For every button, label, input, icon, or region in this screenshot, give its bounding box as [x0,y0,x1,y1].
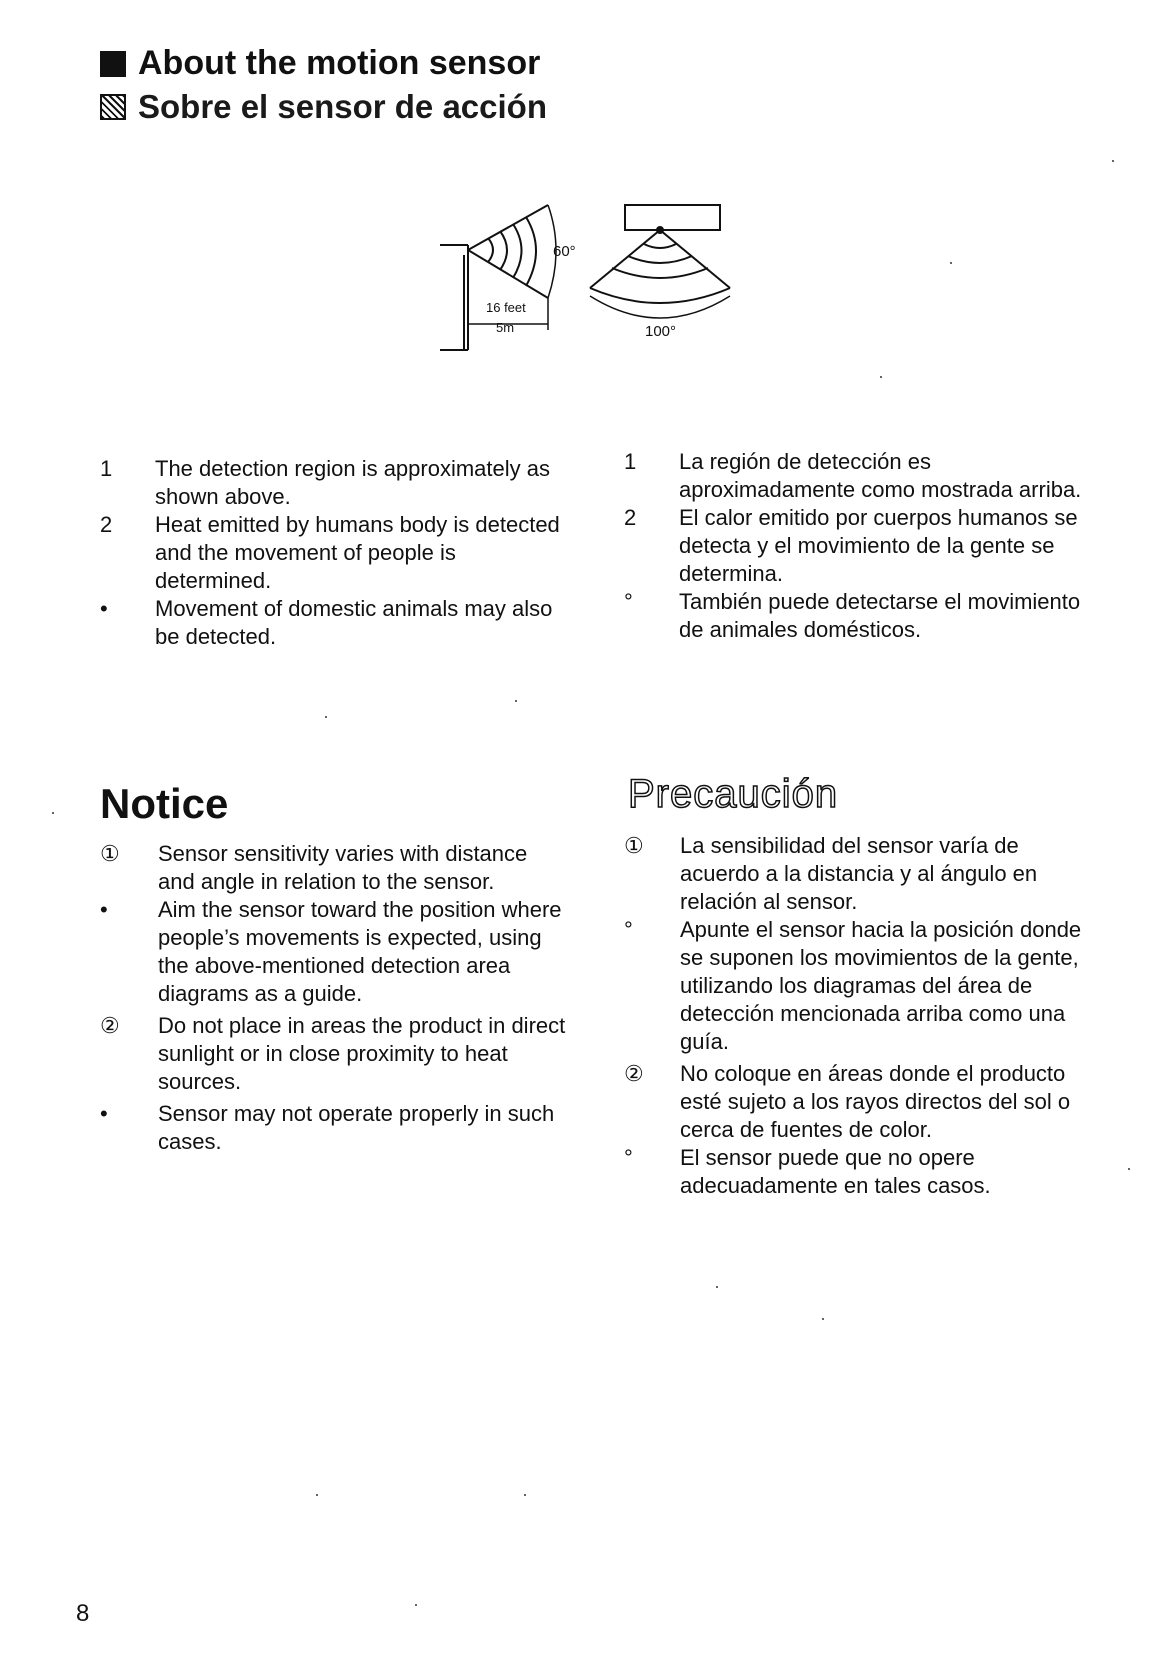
list-marker: 2 [624,505,637,530]
list-text: Heat emitted by humans body is detected and the movement of people is determined. [155,512,560,593]
list-marker: 1 [624,449,637,474]
speckle [1112,160,1114,162]
speckle [325,716,327,718]
notice-list [100,840,570,1156]
list-text: La sensibilidad del sensor varía de acuerdo a la distancia y al ángulo en relación al sensor. [680,833,1038,914]
speckle [1128,1168,1130,1170]
list-item [100,455,560,511]
speckle [316,1494,318,1496]
list-text: El sensor puede que no opere adecuadamente en tales casos. [680,1145,991,1198]
detection-area-diagram [440,200,750,370]
side-angle-label: 60° [553,243,576,260]
list-marker: 1 [100,456,113,481]
list-text: The detection region is approximately as shown above. [155,456,550,509]
list-item [100,1100,570,1156]
list-marker: ① [100,841,120,866]
speckle [716,1286,718,1288]
list-item [100,511,560,595]
list-item [624,588,1099,644]
list-item [624,448,1099,504]
speckle [950,262,952,264]
speckle [52,812,54,814]
list-text: Sensor sensitivity varies with distance and angle in relation to the sensor. [158,841,528,894]
detection-list-en [100,455,560,651]
list-text: El calor emitido por cuerpos humanos se detecta y el movimiento de la gente se determina. [679,505,1078,586]
list-item [624,832,1099,916]
list-item [624,916,1099,1056]
list-item [624,504,1099,588]
list-text: Do not place in areas the product in direct sunlight or in close proximity to heat sources. [158,1013,566,1094]
page-number: 8 [76,1600,90,1627]
list-item [100,595,560,651]
section-heading-es [100,88,547,126]
list-marker: ° [624,917,633,942]
list-marker: ① [624,833,644,858]
black-square-icon [100,51,126,77]
list-text: Sensor may not operate properly in such cases. [158,1101,555,1154]
heading-text-en: About the motion sensor [138,44,541,82]
speckle [524,1494,526,1496]
precaucion-list [624,832,1099,1200]
list-text: Aim the sensor toward the position where people’s movements is expected, using the above-mentioned detection area diagrams as a guide. [158,897,562,1006]
list-item [100,896,570,1008]
hatched-square-icon [100,94,126,120]
list-item [100,840,570,896]
list-text: También puede detectarse el movimiento de animales domésticos. [679,589,1081,642]
list-marker: ② [624,1061,644,1086]
distance-m-label: 5m [496,320,515,335]
list-text: Movement of domestic animals may also be detected. [155,596,553,649]
speckle [515,700,517,702]
speckle [415,1604,417,1606]
heading-text-es: Sobre el sensor de acción [138,88,547,125]
precaucion-title: Precaución [628,772,839,816]
distance-feet-label: 16 feet [486,300,526,315]
list-marker: • [100,1101,108,1126]
list-marker: 2 [100,512,113,537]
list-item [100,1012,570,1096]
list-marker: ° [624,589,633,614]
list-text: Apunte el sensor hacia la posición donde se suponen los movimientos de la gente, utilizando los diagramas del área de detección mencionada arriba como una guía. [680,917,1082,1054]
list-marker: ② [100,1013,120,1038]
notice-title: Notice [100,780,229,827]
speckle [822,1318,824,1320]
top-view-diagram [590,205,730,318]
top-angle-label: 100° [645,323,677,340]
section-heading-en [100,44,540,83]
list-marker: ° [624,1145,633,1170]
list-text: La región de detección es aproximadamente como mostrada arriba. [679,449,1082,502]
list-marker: • [100,596,108,621]
detection-list-es [624,448,1099,644]
list-text: No coloque en áreas donde el producto esté sujeto a los rayos directos del sol o cerca de fuentes de color. [680,1061,1071,1142]
list-marker: • [100,897,108,922]
list-item [624,1144,1099,1200]
speckle [880,376,882,378]
list-item [624,1060,1099,1144]
